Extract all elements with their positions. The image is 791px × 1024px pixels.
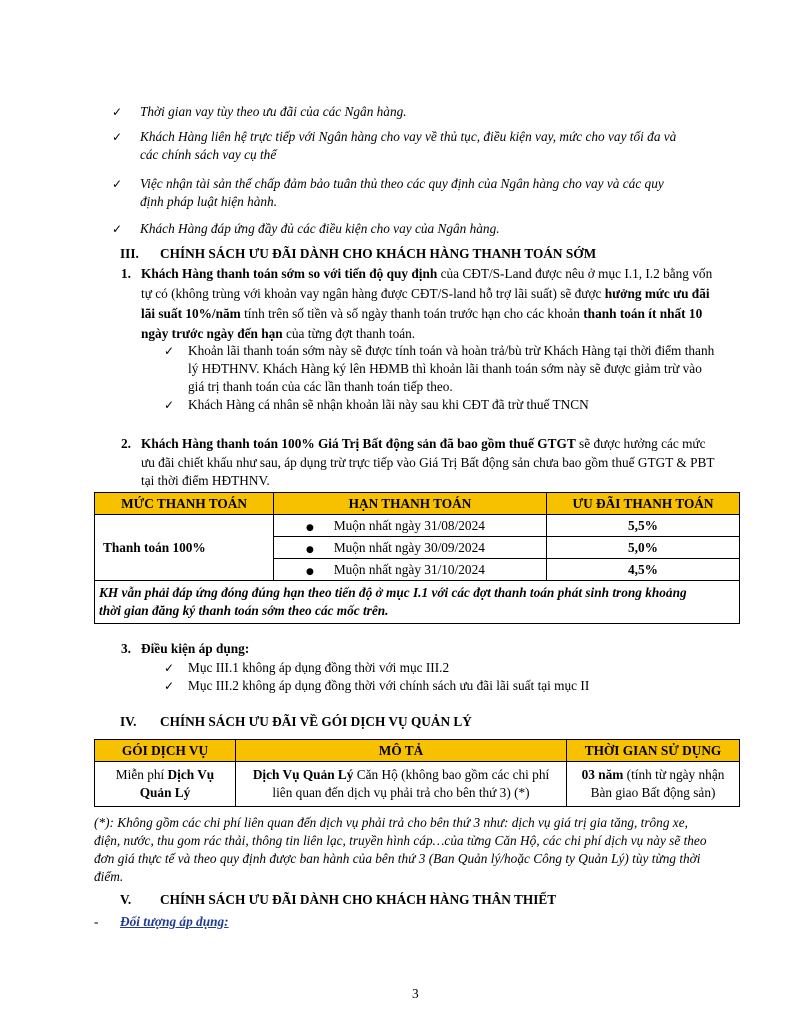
checkmark-icon: ✓ bbox=[164, 661, 175, 675]
checkmark-icon: ✓ bbox=[112, 177, 123, 191]
table-header: ƯU ĐÃI THANH TOÁN bbox=[547, 493, 740, 515]
section-number: V. bbox=[120, 892, 132, 907]
item1-line3: lãi suất 10%/năm tính trên số tiền và số ngày thanh toán trước hạn cho các khoản thanh toán ít nhất 10 bbox=[141, 306, 703, 321]
discount-cell: 4,5% bbox=[547, 559, 740, 581]
sub-item-text: Mục III.2 không áp dụng đồng thời với chính sách ưu đãi lãi suất tại mục II bbox=[188, 678, 590, 693]
item1-line1: Khách Hàng thanh toán sớm so với tiến độ quy định của CĐT/S-Land được nêu ở mục I.1, I.2 bằng vốn bbox=[141, 266, 713, 281]
section-number: IV. bbox=[120, 714, 137, 729]
section-title: CHÍNH SÁCH ƯU ĐÃI VỀ GÓI DỊCH VỤ QUẢN LÝ bbox=[160, 714, 472, 729]
duration-cell: 03 năm (tính từ ngày nhận Bàn giao Bất động sản) bbox=[567, 762, 740, 807]
checkmark-icon: ✓ bbox=[164, 344, 175, 358]
item-number: 2. bbox=[121, 436, 131, 451]
sub-item-text: lý HĐTHNV. Khách Hàng ký lên HĐMB thì khoản lãi thanh toán sớm này sẽ được giảm trừ vào bbox=[188, 361, 702, 376]
item2-line3: tại thời điểm HĐTHNV. bbox=[141, 473, 270, 488]
table-header: THỜI GIAN SỬ DỤNG bbox=[567, 740, 740, 762]
item1-line4: ngày trước ngày đến hạn của từng đợt thanh toán. bbox=[141, 326, 416, 341]
item2-line1: Khách Hàng thanh toán 100% Giá Trị Bất động sản đã bao gồm thuế GTGT sẽ được hưởng các mức bbox=[141, 436, 706, 451]
sub-item-text: Mục III.1 không áp dụng đồng thời với mục III.2 bbox=[188, 660, 450, 675]
loan-item-text: Khách Hàng liên hệ trực tiếp với Ngân hàng cho vay về thủ tục, điều kiện vay, mức cho vay tối đa và bbox=[140, 129, 677, 144]
discount-cell: 5,0% bbox=[547, 537, 740, 559]
loan-item-text: Việc nhận tài sản thế chấp đảm bảo tuân thủ theo các quy định của Ngân hàng cho vay và các quy bbox=[140, 176, 664, 191]
checkmark-icon: ✓ bbox=[164, 679, 175, 693]
section-title: CHÍNH SÁCH ƯU ĐÃI DÀNH CHO KHÁCH HÀNG THANH TOÁN SỚM bbox=[160, 246, 597, 261]
checkmark-icon: ✓ bbox=[112, 222, 123, 236]
table-row: ● Muộn nhất ngày 31/10/2024 bbox=[274, 559, 547, 581]
table-header: MÔ TẢ bbox=[236, 740, 567, 762]
item-number: 3. bbox=[121, 641, 131, 656]
discount-cell: 5,5% bbox=[547, 515, 740, 537]
dash-bullet: - bbox=[94, 914, 99, 929]
bullet-icon: ● bbox=[306, 566, 314, 577]
section-title: CHÍNH SÁCH ƯU ĐÃI DÀNH CHO KHÁCH HÀNG THÂN THIẾT bbox=[160, 892, 557, 907]
description-cell: Dịch Vụ Quản Lý Căn Hộ (không bao gồm các chi phí liên quan đến dịch vụ phải trả cho bên thứ 3) (*) bbox=[236, 762, 567, 807]
checkmark-icon: ✓ bbox=[164, 398, 175, 412]
footnote-line: điểm. bbox=[94, 869, 124, 884]
item-number: 1. bbox=[121, 266, 131, 281]
section-number: III. bbox=[120, 246, 139, 261]
item2-line2: ưu đãi chiết khấu như sau, áp dụng trừ trực tiếp vào Giá Trị Bất động sản chưa bao gồm thuế GTGT & PBT bbox=[141, 455, 715, 470]
page-number: 3 bbox=[412, 986, 419, 1001]
footnote-line: điện, nước, thu gom rác thải, thông tin liên lạc, truyền hình cáp…của từng Căn Hộ, các chi phí dịch vụ này sẽ theo bbox=[94, 833, 707, 848]
loan-item-text: các chính sách vay cụ thể bbox=[140, 147, 277, 162]
bullet-icon: ● bbox=[306, 544, 314, 555]
payment-discount-table bbox=[94, 492, 740, 624]
footnote-line: (*): Không gồm các chi phí liên quan đến dịch vụ phải trả cho bên thứ 3 như: dịch vụ giá trị gia tăng, trông xe, bbox=[94, 815, 688, 830]
loan-item-text: định pháp luật hiện hành. bbox=[140, 194, 278, 209]
loan-item-text: Khách Hàng đáp ứng đầy đủ các điều kiện cho vay của Ngân hàng. bbox=[140, 221, 500, 236]
applicable-subjects-link[interactable]: Đối tượng áp dụng: bbox=[120, 914, 229, 929]
sub-item-text: giá trị thanh toán của các lần thanh toán tiếp theo. bbox=[188, 379, 453, 394]
checkmark-icon: ✓ bbox=[112, 105, 123, 119]
table-header: GÓI DỊCH VỤ bbox=[95, 740, 236, 762]
service-package-table bbox=[94, 739, 740, 807]
loan-item-text: Thời gian vay tùy theo ưu đãi của các Ngân hàng. bbox=[140, 104, 407, 119]
table-header: MỨC THANH TOÁN bbox=[95, 493, 274, 515]
payment-level-cell: Thanh toán 100% bbox=[95, 515, 274, 581]
table-row: ● Muộn nhất ngày 31/08/2024 bbox=[274, 515, 547, 537]
item3-title: Điều kiện áp dụng: bbox=[141, 641, 250, 656]
footnote-line: đơn giá thực tế và theo quy định được ban hành của bên thứ 3 (Ban Quản lý/hoặc Công ty Quản Lý) tùy từng thời bbox=[94, 851, 701, 866]
package-cell: Miễn phí Dịch Vụ Quản Lý bbox=[95, 762, 236, 807]
bullet-icon: ● bbox=[306, 522, 314, 533]
table-header: HẠN THANH TOÁN bbox=[274, 493, 547, 515]
table-row: ● Muộn nhất ngày 30/09/2024 bbox=[274, 537, 547, 559]
table-note: KH vẫn phải đáp ứng đóng đúng hạn theo tiến độ ở mục I.1 với các đợt thanh toán phát sinh trong khoảng thời gian đăng ký thanh toán sớm theo các mốc trên. bbox=[95, 581, 740, 624]
sub-item-text: Khoản lãi thanh toán sớm này sẽ được tính toán và hoàn trả/bù trừ Khách Hàng tại thời điểm thanh bbox=[188, 343, 715, 358]
item1-line2: tự có (không trùng với khoản vay ngân hàng được CĐT/S-land hỗ trợ lãi suất) sẽ được hưởng mức ưu đãi bbox=[141, 286, 710, 301]
checkmark-icon: ✓ bbox=[112, 130, 123, 144]
sub-item-text: Khách Hàng cá nhân sẽ nhận khoản lãi này sau khi CĐT đã trừ thuế TNCN bbox=[188, 397, 589, 412]
